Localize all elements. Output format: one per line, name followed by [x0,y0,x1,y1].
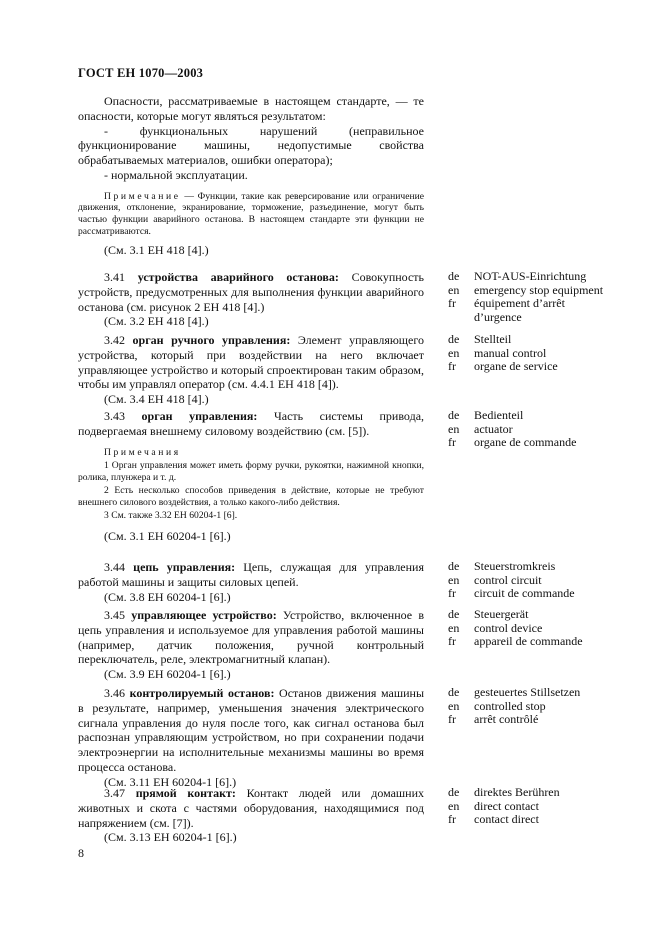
translations-3-42 [448,333,558,374]
entry-definition: 3.41 устройства аварийного останова: Совокупность устройств, предусмотренных для выполнения функции аварийного останова (см. рисунок 2 ЕН 418 [4].) [78,270,425,314]
entry-definition: 3.45 управляющее устройство: Устройство, включенное в цепь управления и используемое для управления работой машины (например, датчик положения, ручной контрольный переключатель, реле, электромагнитный клапан). [78,608,424,667]
translation-fr-cont: d’urgence [474,309,522,324]
translation-de: de Bedienteil [448,408,524,422]
translation-de: de gesteuertes Stillsetzen [448,685,581,699]
note-3: 3 См. также 3.32 ЕН 60204-1 [6]. [104,509,238,521]
entry-definition: 3.43 орган управления: Часть системы привода, подвергаемая внешнему силовому воздействию (см. [5]). [78,409,425,438]
entry-3-46 [78,686,424,790]
translation-en: en emergency stop equipment [448,282,604,297]
entry-term: прямой контакт: [135,786,236,800]
entry-term: устройства аварийного останова: [137,270,339,284]
note-2: 2 Есть несколько способов приведения в действие, которые не требуют внешнего силового воздействия, а только какого-либо действия. [78,485,424,508]
entry-term: управляющее устройство: [131,608,277,622]
entry-term: цепь управления: [133,560,236,574]
translation-en: en controlled stop [448,698,546,713]
note-label: Примечание [104,190,181,202]
entry-3-44 [78,560,424,604]
translation-de: de Steuerstromkreis [448,559,556,573]
note-1: 1 Орган управления может иметь форму ручки, рукоятки, нажимной кнопки, ролика, плунжера и т. д. [78,460,424,483]
entry-ref: (См. 3.2 ЕН 418 [4].) [104,314,209,329]
translation-de: de direktes Berühren [448,785,560,799]
intro-paragraph: Опасности, рассматриваемые в настоящем стандарте, — те опасности, которые могут являться результатом: [78,94,424,123]
translation-fr: fr contact direct [448,812,539,827]
entry-ref: (См. 3.4 ЕН 418 [4].) [104,392,209,407]
entry-term: орган ручного управления: [132,333,291,347]
entry-3-47 [78,786,424,845]
translations-3-47 [448,786,560,827]
translations-3-45 [448,608,583,649]
translation-en: en direct contact [448,798,539,813]
entry-definition: 3.47 прямой контакт: Контакт людей или домашних животных и скота с частями оборудования, находящимися под напряжением (см. [7]). [78,786,425,830]
translation-fr: fr équipement d’arrêt [448,296,565,311]
intro-bullet-1: - функциональных нарушений (неправильное функционирование машины, недопустимые свойства обрабатываемых материалов, ошибки оператора); [78,123,424,168]
translation-fr: fr circuit de commande [448,586,575,601]
translation-fr: fr appareil de commande [448,634,583,649]
translation-de: de Stellteil [448,332,512,346]
translation-fr: fr organe de commande [448,435,577,450]
document-header: ГОСТ ЕН 1070—2003 [78,66,204,80]
entry-ref: (См. 3.8 ЕН 60204-1 [6].) [104,589,231,604]
translations-3-44 [448,560,575,601]
entry-term: орган управления: [141,409,258,423]
translation-en: en control circuit [448,572,542,587]
intro-note [78,191,424,237]
translation-en: en actuator [448,421,513,436]
translation-fr: fr arrêt contrôlé [448,712,539,727]
translation-de: de NOT-AUS-Einrichtung [448,269,587,283]
entry-3-43 [78,409,424,544]
entry-ref: (См. 3.11 ЕН 60204-1 [6].) [104,774,237,789]
translation-en: en control device [448,620,543,635]
entry-3-41 [78,270,424,329]
translations-3-43 [448,409,576,450]
intro-bullet-2: - нормальной эксплуатации. [104,167,248,182]
translations-3-41 [448,270,603,324]
entry-definition: 3.46 контролируемый останов: Останов движения машины в результате, например, уменьшения значения электрического сигнала управления до нуля после того, как сигнал останова был распознан управляющим устройством, но при сохранении подачи электроэнергии на исполнительные механизмы машины во время процесса останова. [78,686,425,774]
notes-label: Примечания [104,446,181,458]
entry-ref: (См. 3.9 ЕН 60204-1 [6].) [104,667,231,682]
entry-3-45 [78,608,424,682]
entry-definition: 3.44 цепь управления: Цепь, служащая для управления работой машины и защиты силовых цепей. [78,560,424,589]
entry-3-42 [78,333,424,407]
translation-fr: fr organe de service [448,359,558,374]
intro-section [78,94,424,247]
note-text: — Функции, такие как реверсирование или ограничение движения, отклонение, экранирование, торможение, разъединение, могут быть частью функции аварийного останова. В настоящем стандарте эти функции не рассматриваются. [78,190,424,237]
page-number: 8 [78,846,84,860]
translation-de: de Steuergerät [448,607,529,621]
intro-ref: (См. 3.1 ЕН 418 [4].) [104,243,209,257]
entry-ref: (См. 3.13 ЕН 60204-1 [6].) [104,830,237,845]
translation-en: en manual control [448,345,547,360]
entry-ref: (См. 3.1 ЕН 60204-1 [6].) [104,529,231,544]
entry-definition: 3.42 орган ручного управления: Элемент управляющего устройства, который при воздействии на него включает управляющее устройство и который спроектирован таким образом, чтобы им управлял оператор (см. 4.4.1 ЕН 418 [4]). [78,333,424,392]
translations-3-46 [448,686,580,727]
entry-term: контролируемый останов: [129,686,275,700]
